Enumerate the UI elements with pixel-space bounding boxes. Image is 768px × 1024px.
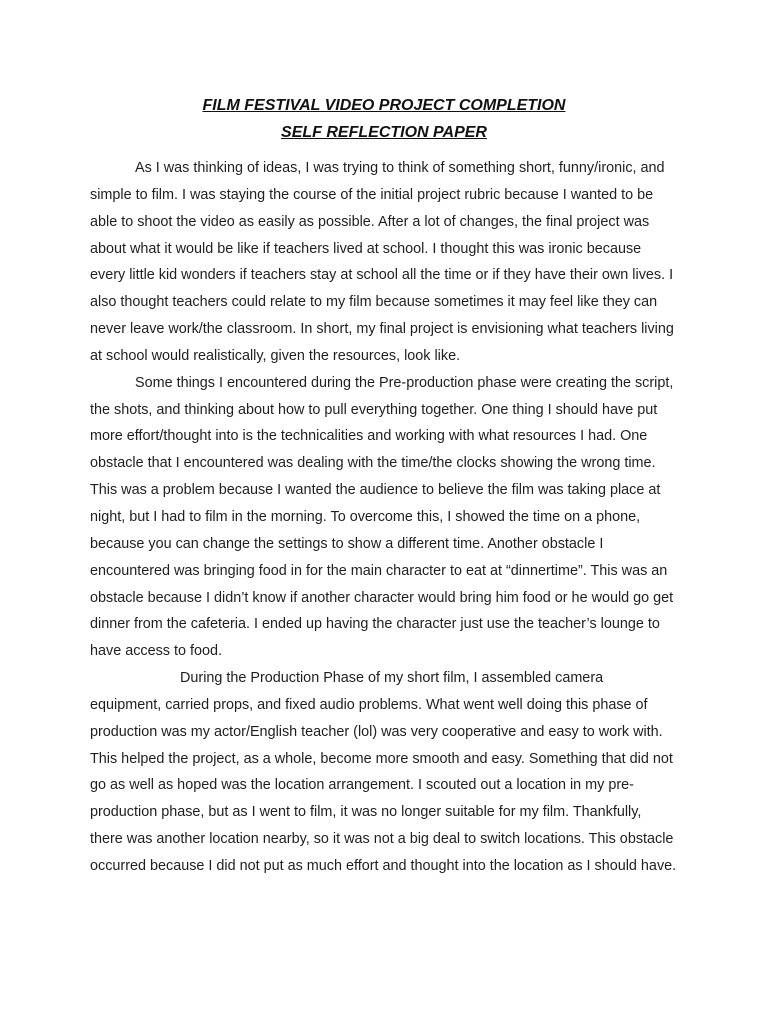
document-title [0,92,768,146]
title-line-2: SELF REFLECTION PAPER [281,124,487,141]
paragraph-pre-production: Some things I encountered during the Pre-production phase were creating the script, the shots, and thinking about how to pull everything together. One thing I should have put more effort/thought into is the technicalities and working with what resources I had. One obstacle that I encountered was dealing with the time/the clocks showing the wrong time. This was a problem because I wanted the audience to believe the film was taking place at night, but I had to film in the morning. To overcome this, I showed the time on a phone, because you can change the settings to show a different time. Another obstacle I encountered was bringing food in for the main character to eat at “dinnertime”. This was an obstacle because I didn’t know if another character would bring him food or he would go get dinner from the cafeteria. I ended up having the character just use the teacher’s lounge to have access to food. [90,374,674,660]
title-line-1: FILM FESTIVAL VIDEO PROJECT COMPLETION [202,97,566,114]
paragraph-ideas: As I was thinking of ideas, I was trying to think of something short, funny/ironic, and simple to film. I was staying the course of the initial project rubric because I wanted to be able to shoot the video as easily as possible. After a lot of changes, the final project was about what it would be like if teachers lived at school. I thought this was ironic because every little kid wonders if teachers stay at school all the time or if they have their own lives. I also thought teachers could relate to my film because sometimes it may feel like they can never leave work/the classroom. In short, my final project is envisioning what teachers living at school would realistically, given the resources, look like. [90,160,674,364]
paragraph-production: During the Production Phase of my short film, I assembled camera equipment, carried props, and fixed audio problems. What went well doing this phase of production was my actor/English teacher (lol) was very cooperative and easy to work with. This helped the project, as a whole, become more smooth and easy. Something that did not go as well as hoped was the location arrangement. I scouted out a location in my pre-production phase, but as I went to film, it was no longer suitable for my film. Thankfully, there was another location nearby, so it was not a big deal to switch locations. This obstacle occurred because I did not put as much effort and thought into the location as I should have. [90,670,677,874]
document-body [90,155,678,880]
